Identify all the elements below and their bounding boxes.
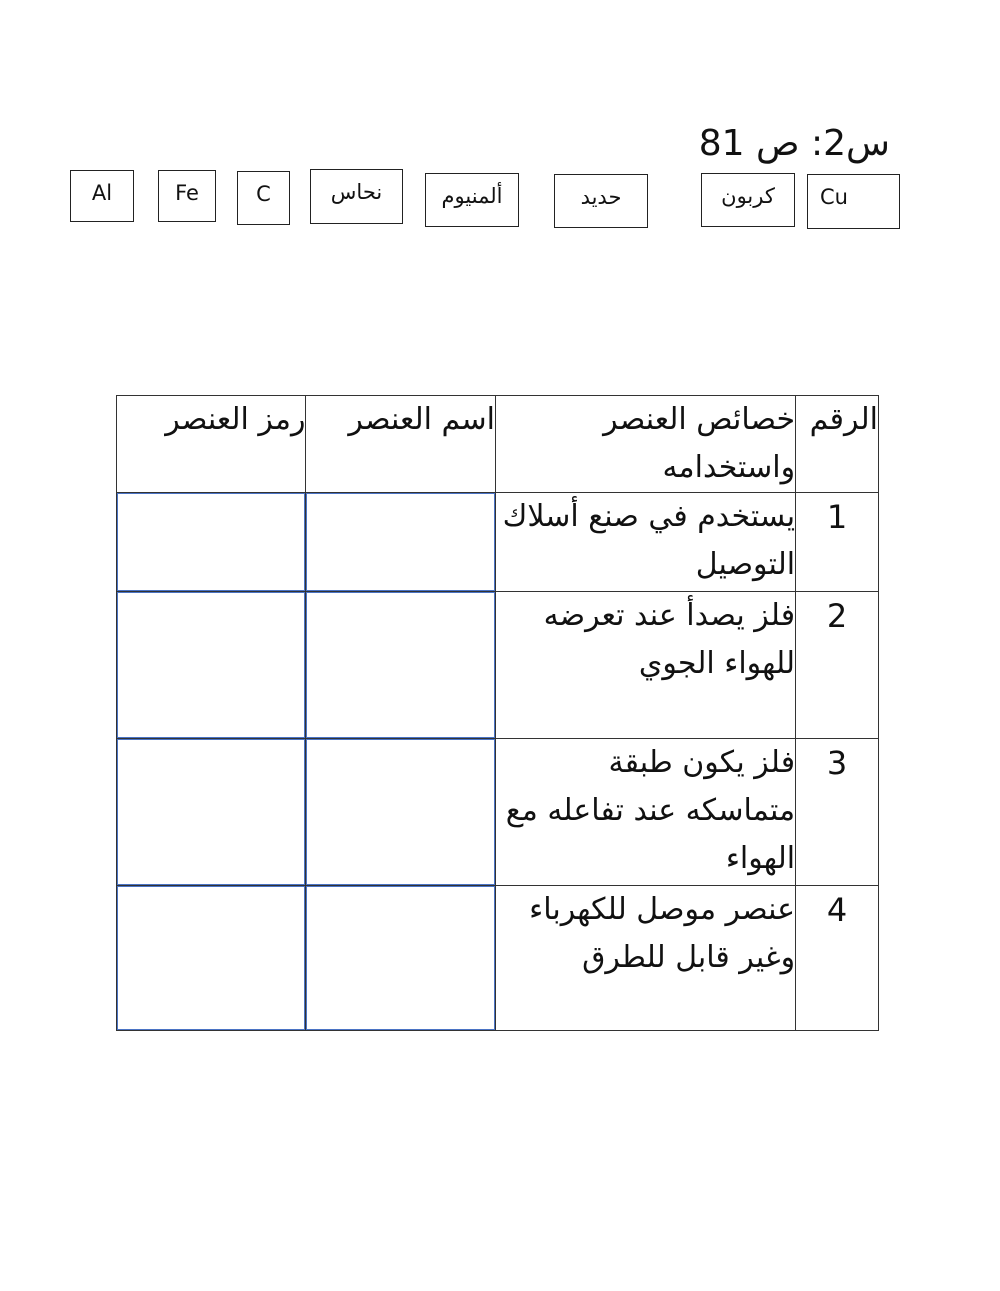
elements-table — [116, 395, 879, 1031]
symbol-drop-box[interactable] — [117, 493, 306, 592]
header-properties: خصائص العنصر واستخدامه — [495, 396, 795, 493]
word-chip-aluminium[interactable]: ألمنيوم — [425, 173, 519, 227]
symbol-drop-box[interactable] — [117, 886, 306, 1031]
word-chip-copper[interactable]: نحاس — [310, 169, 403, 224]
row-number: 3 — [796, 739, 879, 886]
word-chip-al[interactable]: Al — [70, 170, 134, 222]
symbol-drop-box[interactable] — [117, 739, 306, 886]
name-drop-box[interactable] — [306, 886, 495, 1031]
table-row — [117, 592, 879, 739]
header-name: اسم العنصر — [306, 396, 495, 493]
table-row — [117, 886, 879, 1031]
row-description: يستخدم في صنع أسلاك التوصيل — [495, 493, 795, 592]
row-number: 1 — [796, 493, 879, 592]
word-chip-carbon[interactable]: كربون — [701, 173, 795, 227]
word-chip-fe[interactable]: Fe — [158, 170, 216, 222]
row-number: 4 — [796, 886, 879, 1031]
question-label: س2: ص 81 — [698, 123, 890, 164]
symbol-drop-box[interactable] — [117, 592, 306, 739]
header-symbol: رمز العنصر — [117, 396, 306, 493]
word-chip-c[interactable]: C — [237, 171, 290, 225]
name-drop-box[interactable] — [306, 592, 495, 739]
word-chip-iron[interactable]: حديد — [554, 174, 648, 228]
table-row — [117, 493, 879, 592]
word-chip-cu[interactable]: Cu — [807, 174, 900, 229]
table-row — [117, 739, 879, 886]
row-description: عنصر موصل للكهرباء وغير قابل للطرق — [495, 886, 795, 1031]
name-drop-box[interactable] — [306, 493, 495, 592]
row-description: فلز يصدأ عند تعرضه للهواء الجوي — [495, 592, 795, 739]
header-number: الرقم — [796, 396, 879, 493]
row-number: 2 — [796, 592, 879, 739]
row-description: فلز يكون طبقة متماسكه عند تفاعله مع الهواء — [495, 739, 795, 886]
table-header-row — [117, 396, 879, 493]
name-drop-box[interactable] — [306, 739, 495, 886]
